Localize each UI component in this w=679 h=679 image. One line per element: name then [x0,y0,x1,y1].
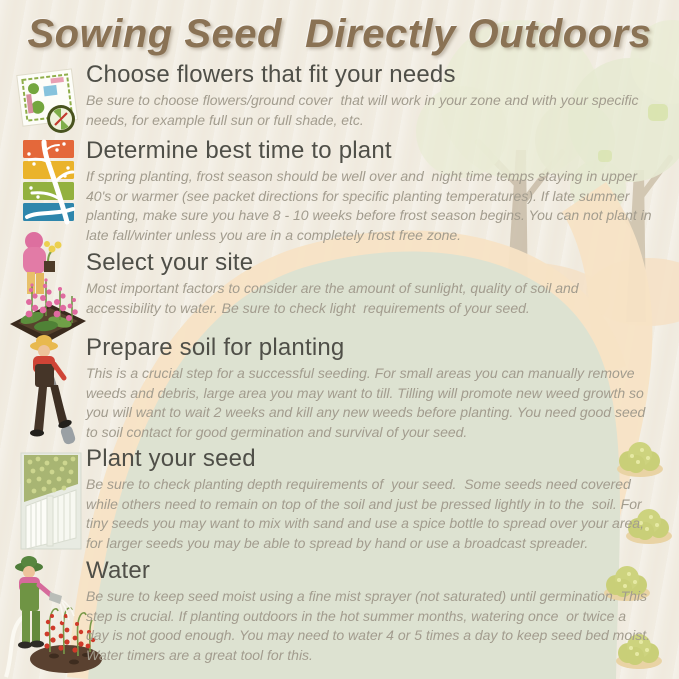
step-heading: Plant your seed [86,445,256,472]
step-prepare-soil [86,335,652,442]
step-heading: Prepare soil for planting [86,334,345,361]
gardener-shovel-icon [14,334,88,458]
step-body: Most important factors to consider are the amount of sunlight, quality of soil and accessibility to water. Be sure to check light requirements of your seed. [86,279,583,316]
flower-planter-icon [2,228,94,346]
step-water [86,558,652,665]
step-body: Be sure to choose flowers/ground cover that will work in your zone and with your specific needs, for example full sun or full shade, etc. [86,91,643,128]
step-choose-flowers [86,62,652,130]
step-body: Be sure to keep seed moist using a fine mist sprayer (not saturated) until germination. This step is crucial. If planting outdoors in the hot summer months, watering once or twice a day is not good enough. You may need to water 4 or 5 times a day to keep seed bed moist. Water timers are a great tool for this. [86,587,654,663]
step-best-time [86,137,656,245]
garden-plan-compass-icon [12,62,84,138]
step-heading: Determine best time to plant [86,137,392,164]
step-body: This is a crucial step for a successful seeding. For small areas you can manually remove weeds and debris, large area you may want to till. Tilling will promote new weed growth so you will want to wait 2 weeks and kill any new weeds before planting. You need good seed to soil contact for good germination and survival of your seed. [86,364,650,440]
step-plant-seed [86,446,652,553]
step-heading: Select your site [86,249,254,276]
step-heading: Water [86,557,151,584]
step-heading: Choose flowers that fit your needs [86,61,456,88]
page-title: Sowing Seed Directly Outdoors [27,12,652,56]
garden-gate-hedge-icon [20,450,82,552]
step-body: If spring planting, frost season should be well over and night time temps staying in upper 40's or warmer (see packet directions for specific planting temperatures). If late summer planting, make sure you have 8 - 10 weeks before frost season begins. You can not plant in late fall/winter unless you are in a completely frost free zone. [86,167,656,243]
step-body: Be sure to check planting depth requirements of your seed. Some seeds need covered while others need to remain on top of the soil and just be pressed lightly in to the soil. For tiny seeds you may want to mix with sand and use a spice bottle to spread over your area, for larger seeds you may be able to spread by hand or use a broadcast spreader. [86,475,648,551]
step-select-site [86,250,652,318]
four-seasons-tree-icon [21,139,77,225]
